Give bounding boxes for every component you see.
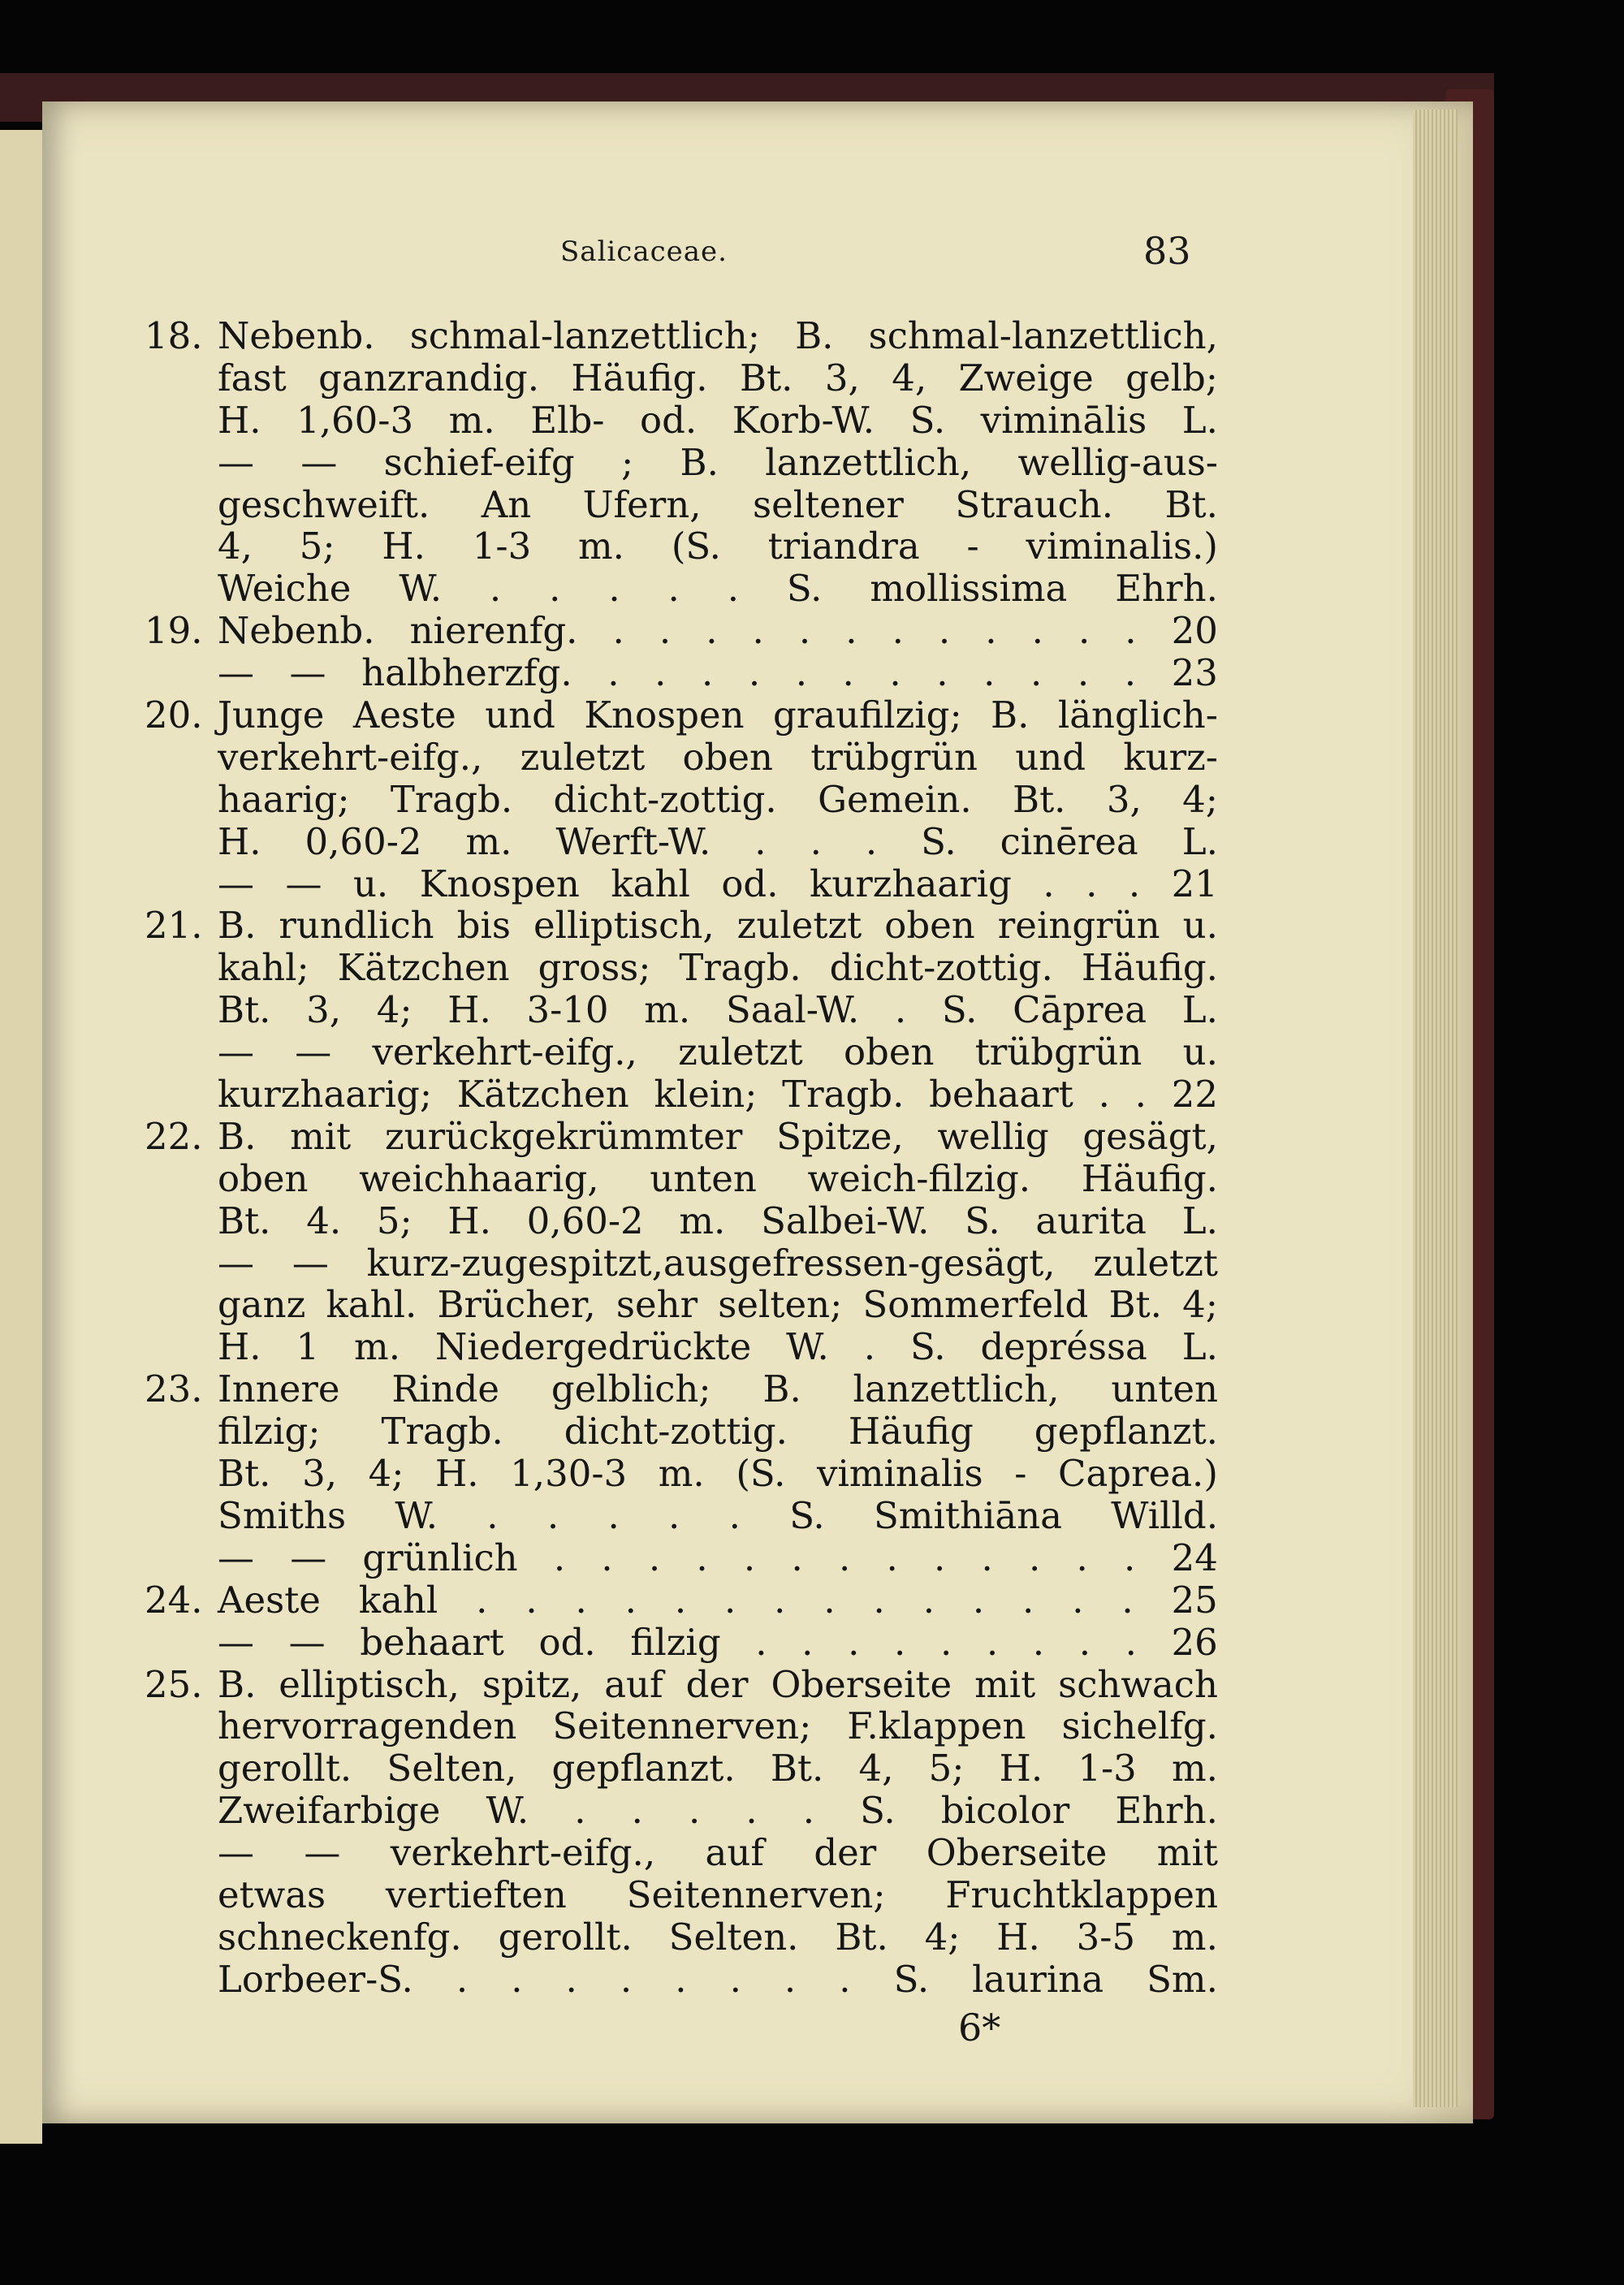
text-line xyxy=(0,779,1429,821)
line-text: verkehrt-eifg., zuletzt oben trübgrün und kurz- xyxy=(218,735,1218,779)
text-line xyxy=(0,1073,1429,1116)
couplet-number: 18. xyxy=(145,314,203,357)
text-line xyxy=(0,1537,1429,1579)
couplet-number: 25. xyxy=(145,1662,203,1706)
line-text: Smiths W. . . . . . S. Smithiāna Willd. xyxy=(218,1493,1218,1537)
text-line xyxy=(0,610,1429,652)
line-text: ganz kahl. Brücher, sehr selten; Sommerfeld Bt. 4; xyxy=(218,1283,1218,1327)
text-line xyxy=(0,1158,1429,1200)
text-line xyxy=(0,1453,1429,1495)
line-text: — — schief-eifg ; B. lanzettlich, wellig-aus- xyxy=(218,440,1218,484)
text-line xyxy=(0,1410,1429,1453)
line-text: haarig; Tragb. dicht-zottig. Gemein. Bt. 3, 4; xyxy=(218,777,1218,821)
text-line xyxy=(0,1959,1429,2001)
key-entries xyxy=(0,315,1429,2001)
text-line xyxy=(0,1116,1429,1158)
text-line xyxy=(0,1916,1429,1959)
line-text: Nebenb. nierenfg. . . . . . . . . . . . . 20 xyxy=(218,609,1218,653)
text-line xyxy=(0,1368,1429,1410)
page-number: 83 xyxy=(1143,229,1191,273)
text-line xyxy=(0,442,1429,484)
text-line xyxy=(0,568,1429,610)
line-text: H. 1,60-3 m. Elb- od. Korb-W. S. viminālis L. xyxy=(218,398,1218,442)
line-text: B. elliptisch, spitz, auf der Oberseite mit schwach xyxy=(218,1662,1218,1706)
line-text: oben weichhaarig, unten weich-filzig. Häufig. xyxy=(218,1156,1218,1200)
line-text: — — verkehrt-eifg., zuletzt oben trübgrün u. xyxy=(218,1030,1218,1074)
text-line xyxy=(0,1874,1429,1916)
text-line xyxy=(0,905,1429,947)
line-text: H. 1 m. Niedergedrückte W. . S. depréssa L. xyxy=(218,1325,1218,1369)
text-line xyxy=(0,736,1429,779)
line-text: B. mit zurückgekrümmter Spitze, wellig gesägt, xyxy=(218,1114,1218,1158)
line-text: fast ganzrandig. Häufig. Bt. 3, 4, Zweige gelb; xyxy=(218,356,1218,400)
couplet-number: 20. xyxy=(145,693,203,737)
line-text: Bt. 4. 5; H. 0,60-2 m. Salbei-W. S. aurita L. xyxy=(218,1199,1218,1242)
text-line xyxy=(0,652,1429,694)
text-line xyxy=(0,694,1429,736)
line-text: B. rundlich bis elliptisch, zuletzt oben reingrün u. xyxy=(218,904,1218,948)
text-line xyxy=(0,863,1429,905)
line-text: Nebenb. schmal-lanzettlich; B. schmal-lanzettlich, xyxy=(218,314,1218,357)
text-line xyxy=(0,1200,1429,1242)
running-title: Salicaceae. xyxy=(560,235,728,268)
text-line xyxy=(0,1832,1429,1874)
text-line xyxy=(0,1495,1429,1537)
line-text: Lorbeer-S. . . . . . . . . S. laurina Sm. xyxy=(218,1957,1218,2001)
text-line xyxy=(0,1705,1429,1747)
text-line xyxy=(0,484,1429,526)
line-text: Junge Aeste und Knospen graufilzig; B. länglich- xyxy=(218,693,1218,737)
line-text: Zweifarbige W. . . . . . S. bicolor Ehrh. xyxy=(218,1789,1218,1833)
text-line xyxy=(0,1622,1429,1664)
line-text: hervorragenden Seitennerven; F.klappen sichelfg. xyxy=(218,1704,1218,1748)
text-line xyxy=(0,1579,1429,1622)
couplet-number: 23. xyxy=(145,1367,203,1411)
line-text: — — kurz-zugespitzt,ausgefressen-gesägt, zuletzt xyxy=(218,1241,1218,1285)
line-text: filzig; Tragb. dicht-zottig. Häufig gepflanzt. xyxy=(218,1410,1218,1454)
line-text: geschweift. An Ufern, seltener Strauch. Bt. xyxy=(218,482,1218,526)
line-text: — — grünlich . . . . . . . . . . . . . 24 xyxy=(218,1536,1218,1579)
line-text: — — u. Knospen kahl od. kurzhaarig . . . 21 xyxy=(218,862,1218,905)
line-text: — — behaart od. filzig . . . . . . . . . 26 xyxy=(218,1620,1218,1664)
couplet-number: 22. xyxy=(145,1114,203,1158)
text-line xyxy=(0,1747,1429,1790)
page-header xyxy=(0,229,1429,276)
text-line xyxy=(0,1031,1429,1073)
line-text: kahl; Kätzchen gross; Tragb. dicht-zottig. Häufig. xyxy=(218,946,1218,990)
line-text: etwas vertieften Seitennerven; Fruchtklappen xyxy=(218,1872,1218,1916)
signature-mark: 6* xyxy=(958,2006,1001,2050)
couplet-number: 24. xyxy=(145,1578,203,1622)
couplet-number: 19. xyxy=(145,609,203,653)
text-line xyxy=(0,1284,1429,1326)
line-text: 4, 5; H. 1-3 m. (S. triandra - viminalis.) xyxy=(218,525,1218,568)
couplet-number: 21. xyxy=(145,904,203,948)
line-text: schneckenfg. gerollt. Selten. Bt. 4; H. 3-5 m. xyxy=(218,1915,1218,1959)
line-text: H. 0,60-2 m. Werft-W. . . . S. cinērea L. xyxy=(218,819,1218,863)
text-line xyxy=(0,525,1429,568)
text-line xyxy=(0,821,1429,863)
line-text: kurzhaarig; Kätzchen klein; Tragb. behaart . . 22 xyxy=(218,1073,1218,1117)
text-line xyxy=(0,1326,1429,1368)
text-line xyxy=(0,357,1429,400)
text-line xyxy=(0,1664,1429,1706)
line-text: Weiche W. . . . . . S. mollissima Ehrh. xyxy=(218,567,1218,611)
text-line xyxy=(0,989,1429,1031)
text-line xyxy=(0,400,1429,442)
line-text: Bt. 3, 4; H. 1,30-3 m. (S. viminalis - Caprea.) xyxy=(218,1452,1218,1496)
line-text: Bt. 3, 4; H. 3-10 m. Saal-W. . S. Cāprea L. xyxy=(218,988,1218,1032)
line-text: — — halbherzfg. . . . . . . . . . . . . 23 xyxy=(218,651,1218,695)
line-text: Aeste kahl . . . . . . . . . . . . . . 25 xyxy=(218,1578,1218,1622)
text-line xyxy=(0,315,1429,357)
line-text: gerollt. Selten, gepflanzt. Bt. 4, 5; H. 1-3 m. xyxy=(218,1747,1218,1790)
line-text: — — verkehrt-eifg., auf der Oberseite mit xyxy=(218,1831,1218,1875)
text-line xyxy=(0,1242,1429,1285)
line-text: Innere Rinde gelblich; B. lanzettlich, unten xyxy=(218,1367,1218,1411)
text-line xyxy=(0,947,1429,989)
text-line xyxy=(0,1790,1429,1832)
